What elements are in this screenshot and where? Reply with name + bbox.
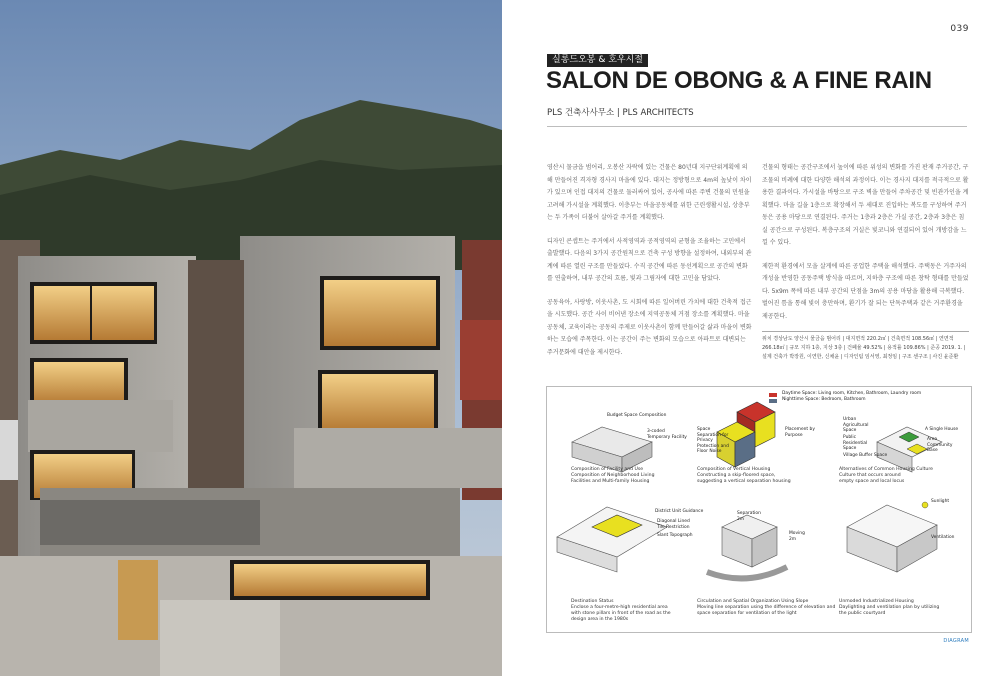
caption-facility: Composition of Facility and Use Composition of Neighborhood Living Facilities and Multi-family Housing — [571, 467, 655, 484]
label-urban: Urban Agricultural Space — [843, 417, 869, 433]
label-public: Public Residential Space — [843, 435, 868, 451]
project-info: 위치 경상남도 양산시 물금읍 범어리 | 대지면적 220.2㎡ | 건축면적 108.56㎡ | 연면적 266.18㎡ | 규모 지하 1층, 지상 3층 | 건폐율 49.52% | 용적률 109.86% | 준공 2019. 1. | 설계 건축가 박장원, 이연한, 신채윤 | 디자인팀 임서영, 최정임 | 구조 센구조 | 사진 윤준환 — [762, 331, 969, 362]
label-buffer: Village Buffer Space — [843, 453, 888, 458]
text-column-2 — [762, 162, 969, 334]
label-line: Diagonal Lined — [657, 519, 690, 524]
label-moving: Moving 2m — [789, 531, 805, 542]
paragraph: 제한적 환경에서 모을 살게에 따른 공업한 주택을 해석했다. 주택동은 거주자의 개성을 반영한 공동주택 방식을 따르며, 지하층 구조에 따른 창탁 형태를 만들었다. 5x9m 폭에 따른 내부 공간의 단점을 3m의 공용 마당을 활용해 극복했다. 벌어진 틈을 통해 빛이 충만하며, 환기가 잘 되는 단독주택과 같은 거주환경을 제공한다. — [762, 262, 969, 320]
label-sunlight: Sunlight — [931, 499, 950, 504]
legend-daytime: Daytime Space: Living room, Kitchen, Bathroom, Laundry room — [782, 391, 922, 396]
building-photo — [0, 0, 502, 676]
diagram-footer: DIAGRAM — [943, 638, 969, 644]
label-district: District Unit Guidance — [655, 509, 704, 514]
paragraph: 디자인 콘셉트는 주거에서 사적영역과 공적영역의 균형을 조율하는 고민에서 출발했다. 다음의 3가지 공간원칙으로 건축 구성 방향을 설정하여, 내외부의 관계에 따른 열린 구조를 만들었다. 수직 공간에 따른 동선계획으로 공간의 변화를 연출하여, 내부 공간의 흐름, 빛과 그림자에 대한 고민을 담았다. — [547, 237, 752, 282]
label-ventilation: Ventilation — [931, 535, 955, 540]
diagram-panel — [546, 386, 972, 633]
caption-alternatives: Alternatives of Common Housing Culture Culture that occurs around empty space and local locus — [839, 467, 933, 484]
label-space-sep: Space Separation for Privacy Protection and Floor Noise — [697, 427, 729, 454]
caption-vertical: Composition of Vertical Housing Constructing a skip-floored space, suggesting a vertical separation housing — [697, 467, 791, 484]
article-page — [502, 0, 1005, 676]
label-tile: Tile Restriction — [657, 525, 690, 530]
article-title: SALON DE OBONG & A FINE RAIN — [546, 67, 932, 94]
text-column-1 — [547, 162, 752, 370]
caption-unmoded: Unmoded Industrialized Housing Daylighting and ventilation plan by utilizing the public courtyard — [839, 599, 940, 616]
paragraph: 영산시 물금읍 범어리, 오봉산 자락에 있는 건물은 80년대 지구단위계획에 의해 만들어진 격자형 경사지 마을에 있다. 대지는 정방형으로 4m의 높낮이 차이가 있으며 인접 대지의 건물로 둘러싸여 있어, 공사에 따른 주변 건물의 민원을 고려해 가시설을 계획했다. 이층부는 마을공동체를 위한 근린생활시설, 상층부는 두 가족이 더불어 살아갈 주거를 계획했다. — [547, 164, 752, 221]
paragraph: 공동육아, 사랑방, 이웃사촌, 도 시회에 따른 일어버린 가치에 대한 건축적 접근을 시도했다. 공간 사이 비어낸 장소에 지역공동체 거점 장소를 계획했다. 마을공동체, 교육이라는 공동의 주제로 이웃사촌이 함께 만들어갈 삶과 마을이 변화하는 모습에 주목한다. 이는 공간이 주는 변화의 모습으로 아파트로 대변되는 주거문화에 대안을 제시한다. — [547, 298, 752, 356]
page-number: 039 — [950, 24, 969, 34]
architect-credit: PLS 건축사사무소 | PLS ARCHITECTS — [547, 108, 694, 118]
label-budget: Budget Space Composition — [607, 413, 667, 418]
label-separation: Separation 2m — [737, 511, 761, 522]
paragraph: 건물의 형태는 공간구조에서 높이에 따른 위성의 변화를 가진 판재 주거공간, 구조물의 비례에 대한 다양한 해석의 과정이다. 이는 경사지 대지를 적극적으로 활용한 결과이다. 가시설을 바탕으로 구조 벽을 만들어 주차공간 및 빈관가인을 계획했다. 마을 길을 1층으로 확장해서 두 세대로 진입하는 복도를 구성하여 주거동은 공용 마당으로 연결된다. 주거는 1층과 2층은 가실 공간, 2층과 3층은 침실 공간으로 구성된다. 복층구조의 거실은 빛코니와 연결되어 있어 개방감을 느낄 수 있다. — [762, 164, 969, 246]
legend-nighttime: Nighttime Space: Bedroom, Bathroom — [782, 397, 866, 402]
title-divider — [547, 126, 967, 127]
caption-circulation: Circulation and Spatial Organization Using Slope Moving line separation using the difference of elevation and space separation for ventilation of the light — [697, 599, 836, 616]
label-area: Area Community Base — [927, 437, 953, 453]
project-tag: 실롱드오봉 & 호우시절 — [547, 54, 648, 67]
label-coded: 3-coded Temporary Facility — [647, 429, 687, 440]
label-single: A Single House — [925, 427, 959, 432]
label-topo: Slant Topograph — [657, 533, 693, 538]
label-placement: Placement by Purpose — [785, 427, 815, 438]
caption-destination: Destination Status Enclose a four-metre-high residential area with stone pillars in front of the road as the design area in the 1980s — [571, 599, 671, 622]
diagram-drawings — [547, 387, 971, 632]
